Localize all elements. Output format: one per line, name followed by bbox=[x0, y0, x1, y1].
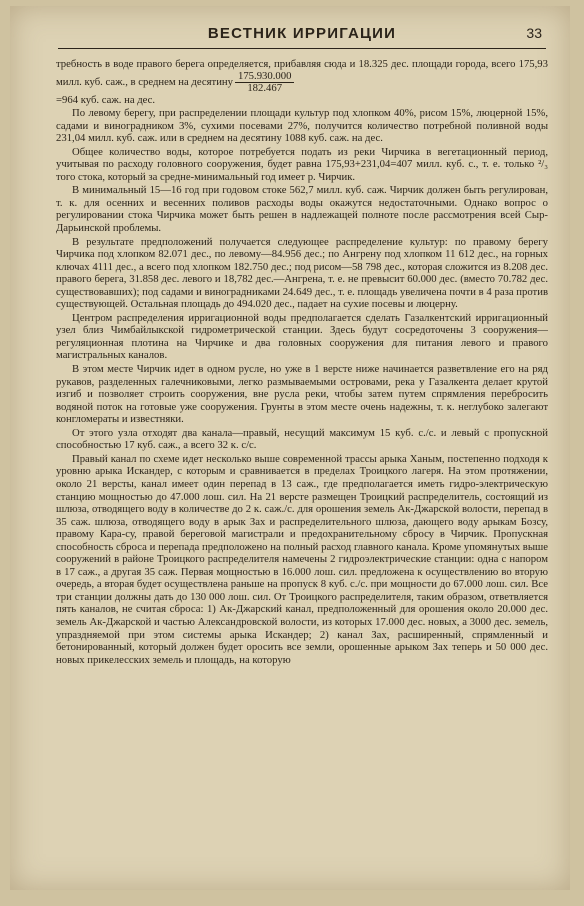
paragraph-6: Центром распределения ирригационной воды предполагается сделать Газалкентский ирригационный узел близ Чимбайлыкской гидрометрической станции. Здесь будут сосредоточены 3 сооружения—регуляционная плотина на Чирчике и два головных сооружения для питания левого и правого магистральных каналов. bbox=[56, 311, 548, 362]
fraction bbox=[235, 71, 294, 94]
page-header bbox=[58, 16, 546, 49]
paragraph-1 bbox=[56, 58, 548, 106]
paragraph-7: В этом месте Чирчик идет в одном русле, но уже в 1 версте ниже начинается разветвление его на ряд рукавов, разделенных галечниковыми, легко размываемыми островами, река у Газалкента делает крутой изгиб и позволяет строить сооружения, вне русла реки, чтобы затем путем спрямления перебросить водяной поток на готовые уже сооружения. Грунты в этом месте очень надежны, т. к. неглубоко залегают конгломераты и известняки. bbox=[56, 363, 548, 426]
article-body bbox=[56, 58, 548, 882]
paragraph-8: От этого узла отходят два канала—правый, несущий максимум 15 куб. с./с. и левый с пропускной способностью 17 куб. саж., а всего 32 к. с/с. bbox=[56, 426, 548, 452]
paragraph-2: По левому берегу, при распределении площади культур под хлопком 40%, рисом 15%, люцерной 15%, садами и виноградником 3%, сухими посевами 27%, получится количество потребной поливной воды 231,04 милл. куб. саж. или в среднем на десятину 1088 куб. саж. на дес. bbox=[56, 107, 548, 145]
journal-title: ВЕСТНИК ИРРИГАЦИИ bbox=[207, 25, 397, 42]
paragraph-9: Правый канал по схеме идет несколько выше современной трассы арыка Ханым, постепенно подходя к уровню арыка Искандер, с которым и сравнивается в пределах Троицкого лагеря. На этом протяжении, около 21 версты, канал имеет один перепад в 13 саж., где предполагается иметь гидро-электрическую станцию мощностью до 47.000 лош. сил. На 21 версте размещен Троицкий распределитель, состоящий из шлюза, отводящего воду в количестве до 2 к. саж./с. для орошения земель Ак-Джарской волости, перепад в 35 саж. шлюза, отводящего воду в арык Зах и распределительного шлюза, дающего воду арыкам Бозсу, правому Кара-су, правой береговой магистрали и предохранительному сбросу в Чирчик. Пропускная способность сброса и перепада предположено на полный расход главного канала. Кроме упомянутых выше сооружений в районе Троицкого распределителя намечены 2 гидроэлектрические станции: одна с напором в 17 саж., а другая 35 саж. Первая мощностью в 16.000 лош. сил. предложена к осуществлению во вторую очередь, а вторая будет осуществлена раньше на пропуск 8 куб. с./с. при мощности до 67.000 лош. сил. Все три станции должны дать до 130 000 лош. сил. От Троицкого распределителя, таким образом, ответвляется пять каналов, не считая сброса: 1) Ак-Джарский канал, предположенный для орошения около 20.000 дес. земель Ак-Джарской и частью Александровской волости, из которых 17.000 дес. новых, а 3000 дес. земель, упраздняемой при этом системы арыка Искандер; 2) канал Зах, расширенный, спрямленный и бетонированный, который должен будет оросить все земли, орошенные арыком Зах теперь и 50 000 дес. новых прикелесских земель и площадь, на которую bbox=[56, 452, 548, 666]
page-number: 33 bbox=[526, 25, 542, 41]
paragraph-1-result: =964 куб. саж. на дес. bbox=[56, 93, 156, 106]
paragraph-4: В минимальный 15—16 год при годовом стоке 562,7 милл. куб. саж. Чирчик должен быть регулирован, т. к. для осенних и весенних поливов расходы воды окажутся недостаточными. Однако вопрос о регулировании стока Чирчика может быть решен в надлежащей полноте после рассмотрения всей Сыр-Дарьинской проблемы. bbox=[56, 184, 548, 235]
paragraph-3: Общее количество воды, которое потребуется подать из реки Чирчика в вегетационный период, учитывая по расходу головного сооружения, будет равна 175,93+231,04=407 милл. куб. с., т. е. только ²/₃ того стока, который за средне-минимальный год имеет р. Чирчик. bbox=[56, 145, 548, 183]
document-page bbox=[10, 6, 570, 890]
fraction-numerator: 175.930.000 bbox=[235, 71, 294, 83]
paragraph-5: В результате предположений получается следующее распределение культур: по правому берегу Чирчика под хлопком 82.071 дес., по левому—84.956 дес.; по Ангрену под хлопком 11 612 дес., на горных ключах 4111 дес., а всего под хлопком 182.750 дес.; под рисом—58 798 дес., которая сложится из 8.208 дес. правого берега, 31.858 дес. левого и 18,782 дес.—Ангрена, т. е. не превысит 60.000 дес. (вместо 70.782 дес. существовавших); под садами и виноградниками 24.649 дес., т. е. площадь увеличена почти в 4 раза против существующей. Остальная площадь до 494.020 дес., падает на сухие посевы и люцерну. bbox=[56, 235, 548, 311]
paragraph-1-text: требность в воде правого берега определяется, прибавляя сюда и 18.325 дес. площади города, всего 175,93 милл. куб. саж., в среднем на десятину bbox=[56, 58, 548, 88]
fraction-denominator: 182.467 bbox=[247, 81, 283, 94]
